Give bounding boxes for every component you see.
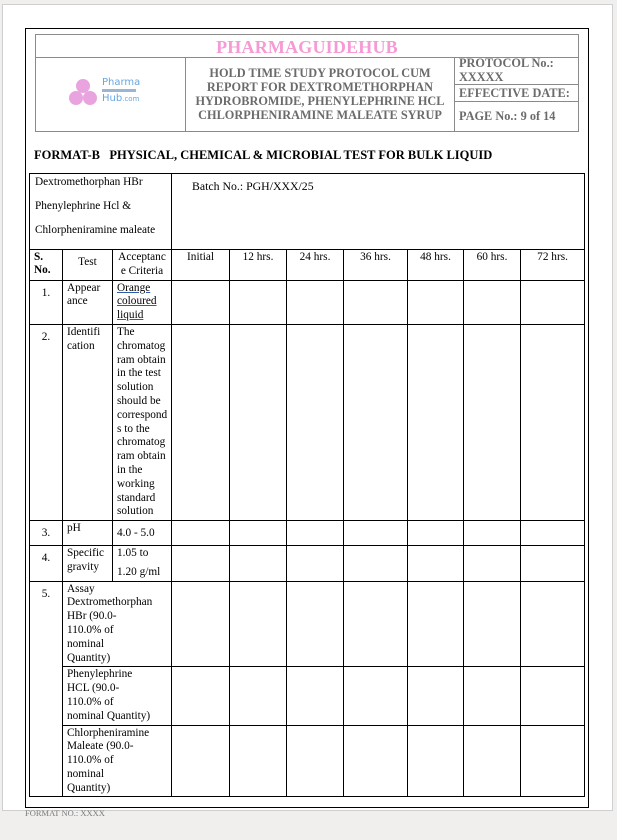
protocol-number — [455, 57, 578, 85]
logo-text-hub: Hub.com — [102, 93, 140, 104]
logo-cell — [36, 57, 186, 131]
row-test: pH — [63, 521, 113, 546]
product-line: Dextromethorphan HBr — [35, 176, 143, 188]
result-cell[interactable] — [344, 667, 408, 725]
result-cell[interactable] — [172, 324, 230, 520]
result-cell[interactable] — [464, 725, 521, 797]
result-cell[interactable] — [408, 725, 464, 797]
result-cell[interactable] — [172, 521, 230, 546]
format-number: FORMAT NO.: XXXX — [25, 808, 105, 818]
result-cell[interactable] — [172, 725, 230, 797]
result-cell[interactable] — [464, 581, 521, 667]
result-cell[interactable] — [464, 280, 521, 324]
title-line: CHLORPHENIRAMINE MALEATE SYRUP — [198, 108, 442, 122]
result-cell[interactable] — [344, 521, 408, 546]
result-cell[interactable] — [408, 521, 464, 546]
criteria-line: 1.20 g/ml — [117, 565, 161, 578]
row-test: Identifi cation — [63, 324, 113, 520]
header-criteria: Acceptanc e Criteria — [113, 250, 172, 281]
result-cell[interactable] — [408, 280, 464, 324]
document-title — [186, 57, 455, 131]
result-cell[interactable] — [521, 725, 585, 797]
protocol-label: PROTOCOL No.: — [459, 56, 554, 70]
result-cell[interactable] — [230, 280, 287, 324]
result-cell[interactable] — [408, 581, 464, 667]
table-row — [30, 581, 585, 667]
result-cell[interactable] — [230, 521, 287, 546]
logo-text-pharma: Pharma — [102, 77, 141, 88]
header-initial: Initial — [172, 250, 230, 281]
title-line: REPORT FOR DEXTROMETHORPHAN — [206, 80, 434, 94]
logo-divider — [102, 89, 136, 92]
protocol-value: XXXXX — [459, 69, 504, 84]
assay-test: Chlorpheniramine Maleate (90.0-110.0% of nominal Quantity) — [63, 725, 172, 797]
result-cell[interactable] — [287, 280, 344, 324]
header-test: Test — [63, 250, 113, 281]
table-row — [30, 324, 585, 520]
result-cell[interactable] — [230, 324, 287, 520]
document-meta — [455, 57, 578, 131]
header-24hrs: 24 hrs. — [287, 250, 344, 281]
table-row — [30, 521, 585, 546]
result-cell[interactable] — [344, 581, 408, 667]
format-title: FORMAT-B PHYSICAL, CHEMICAL & MICROBIAL TEST FOR BULK LIQUID — [34, 148, 493, 162]
result-cell[interactable] — [344, 545, 408, 581]
effective-date: EFFECTIVE DATE: — [455, 85, 578, 102]
result-cell[interactable] — [230, 545, 287, 581]
result-cell[interactable] — [464, 667, 521, 725]
result-cell[interactable] — [408, 545, 464, 581]
table-row — [30, 667, 585, 725]
result-cell[interactable] — [287, 581, 344, 667]
row-criteria — [113, 545, 172, 581]
row-sno: 2. — [30, 324, 63, 520]
result-cell[interactable] — [464, 521, 521, 546]
table-header-row — [30, 250, 585, 281]
document-header — [35, 34, 579, 132]
header-sno: S. No. — [30, 250, 63, 281]
assay-test: Assay Dextromethorphan HBr (90.0-110.0% of nominal Quantity) — [63, 581, 172, 667]
header-12hrs: 12 hrs. — [230, 250, 287, 281]
title-line: HYDROBROMIDE, PHENYLEPHRINE HCL — [195, 94, 445, 108]
result-cell[interactable] — [521, 521, 585, 546]
result-cell[interactable] — [230, 581, 287, 667]
product-names — [30, 174, 172, 250]
result-cell[interactable] — [521, 545, 585, 581]
row-sno: 4. — [30, 545, 63, 581]
title-line: HOLD TIME STUDY PROTOCOL CUM — [209, 66, 431, 80]
result-cell[interactable] — [521, 581, 585, 667]
table-row — [30, 280, 585, 324]
row-criteria: Orange coloured liquid — [113, 280, 172, 324]
table-row — [30, 725, 585, 797]
row-sno: 1. — [30, 280, 63, 324]
product-line: Phenylephrine Hcl & — [35, 199, 132, 212]
result-cell[interactable] — [172, 667, 230, 725]
criteria-line: 1.05 to — [117, 546, 149, 559]
product-row — [30, 174, 585, 250]
row-sno: 3. — [30, 521, 63, 546]
result-cell[interactable] — [172, 280, 230, 324]
result-cell[interactable] — [521, 324, 585, 520]
result-cell[interactable] — [521, 280, 585, 324]
product-line: Chlorpheniramine maleate — [35, 223, 156, 236]
result-cell[interactable] — [464, 545, 521, 581]
result-cell[interactable] — [408, 667, 464, 725]
row-test: Specific gravity — [63, 545, 113, 581]
row-criteria: 4.0 - 5.0 — [113, 521, 172, 546]
result-cell[interactable] — [464, 324, 521, 520]
result-cell[interactable] — [287, 521, 344, 546]
batch-number: Batch No.: PGH/XXX/25 — [172, 174, 585, 250]
result-cell[interactable] — [344, 280, 408, 324]
result-cell[interactable] — [287, 324, 344, 520]
row-sno: 5. — [30, 581, 63, 797]
result-cell[interactable] — [287, 667, 344, 725]
result-cell[interactable] — [408, 324, 464, 520]
result-cell[interactable] — [230, 725, 287, 797]
test-table — [29, 173, 585, 797]
assay-test: Phenylephrine HCL (90.0-110.0% of nominal Quantity) — [63, 667, 172, 725]
row-test: Appear ance — [63, 280, 113, 324]
result-cell[interactable] — [172, 581, 230, 667]
result-cell[interactable] — [230, 667, 287, 725]
pharmaguidehub-logo-icon — [69, 77, 159, 111]
header-36hrs: 36 hrs. — [344, 250, 408, 281]
page-number: PAGE No.: 9 of 14 — [459, 109, 556, 123]
header-72hrs: 72 hrs. — [521, 250, 585, 281]
table-row — [30, 545, 585, 581]
result-cell[interactable] — [521, 667, 585, 725]
header-60hrs: 60 hrs. — [464, 250, 521, 281]
result-cell[interactable] — [344, 324, 408, 520]
result-cell[interactable] — [287, 545, 344, 581]
result-cell[interactable] — [287, 725, 344, 797]
header-48hrs: 48 hrs. — [408, 250, 464, 281]
result-cell[interactable] — [344, 725, 408, 797]
result-cell[interactable] — [172, 545, 230, 581]
row-criteria: The chromatog ram obtain in the test solution should be correspond s to the chromatog ram obtain in the working standard solution — [113, 324, 172, 520]
brand-title: PHARMAGUIDEHUB — [36, 35, 578, 58]
